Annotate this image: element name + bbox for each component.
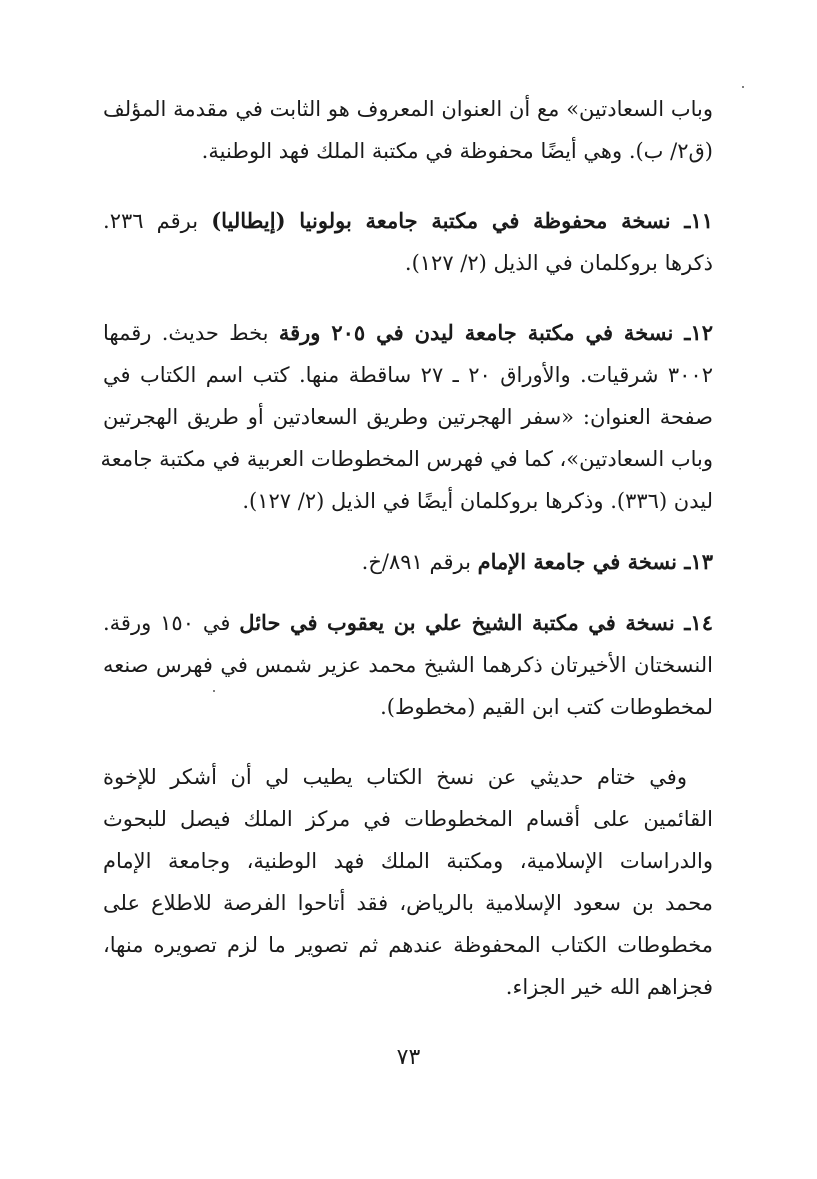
text-line: فجزاهم الله خير الجزاء. bbox=[505, 975, 713, 999]
text-line: (ق٢/ ب). وهي أيضًا محفوظة في مكتبة الملك فهد الوطنية. bbox=[201, 139, 713, 163]
item-text: برقم ٨٩١/خ. bbox=[361, 550, 478, 574]
item-heading: ١٤ـ نسخة في مكتبة الشيخ علي بن يعقوب في حائل bbox=[239, 610, 713, 635]
text-line: النسختان الأخيرتان ذكرهما الشيخ محمد عزير شمس في فهرس صنعه bbox=[103, 653, 713, 677]
page-body bbox=[100, 88, 714, 1008]
text-line bbox=[103, 200, 713, 242]
text-line bbox=[103, 312, 713, 354]
page-number: ٧٣ bbox=[396, 1045, 421, 1070]
text-line: وباب السعادتين» مع أن العنوان المعروف هو الثابت في مقدمة المؤلف bbox=[103, 97, 713, 121]
text-line: ٣٠٠٢ شرقيات. والأوراق ٢٠ ـ ٢٧ ساقطة منها. كتب اسم الكتاب في bbox=[103, 363, 713, 387]
text-line bbox=[103, 541, 713, 583]
item-heading: ١٢ـ نسخة في مكتبة جامعة ليدن في ٢٠٥ ورقة bbox=[278, 320, 713, 345]
text-line: وفي ختام حديثي عن نسخ الكتاب يطيب لي أن أشكر للإخوة bbox=[103, 765, 687, 789]
scan-speck bbox=[213, 690, 215, 692]
text-line: وباب السعادتين»، كما في فهرس المخطوطات العربية في مكتبة جامعة bbox=[100, 447, 713, 471]
item-heading: ١١ـ نسخة محفوظة في مكتبة جامعة بولونيا (إيطاليا) bbox=[211, 208, 714, 233]
text-line bbox=[103, 602, 713, 644]
text-line: القائمين على أقسام المخطوطات في مركز الملك فيصل للبحوث bbox=[103, 807, 713, 831]
paragraph-item-12 bbox=[100, 312, 713, 522]
paragraph-item-11 bbox=[103, 200, 713, 284]
text-line: محمد بن سعود الإسلامية بالرياض، فقد أتاحوا الفرصة للاطلاع على bbox=[103, 891, 713, 915]
paragraph-continuation bbox=[103, 88, 713, 172]
item-text: بخط حديث. رقمها bbox=[103, 321, 279, 345]
text-line: لمخطوطات كتب ابن القيم (مخطوط). bbox=[380, 695, 713, 719]
item-text: في ١٥٠ ورقة. bbox=[103, 611, 240, 635]
paragraph-item-13 bbox=[103, 541, 713, 583]
text-line: صفحة العنوان: «سفر الهجرتين وطريق السعادتين أو طريق الهجرتين bbox=[103, 405, 713, 429]
text-line: والدراسات الإسلامية، ومكتبة الملك فهد الوطنية، وجامعة الإمام bbox=[103, 849, 713, 873]
paragraph-closing bbox=[103, 756, 713, 1008]
text-line: مخطوطات الكتاب المحفوظة عندهم ثم تصوير ما لزم تصويره منها، bbox=[103, 933, 713, 957]
text-line: ذكرها بروكلمان في الذيل (٢/ ١٢٧). bbox=[404, 251, 713, 275]
scan-speck bbox=[742, 86, 744, 88]
paragraph-item-14 bbox=[103, 602, 713, 728]
item-text: برقم ٢٣٦. bbox=[103, 209, 212, 233]
text-line: ليدن (٣٣٦). وذكرها بروكلمان أيضًا في الذيل (٢/ ١٢٧). bbox=[242, 489, 713, 513]
item-heading: ١٣ـ نسخة في جامعة الإمام bbox=[477, 549, 713, 574]
